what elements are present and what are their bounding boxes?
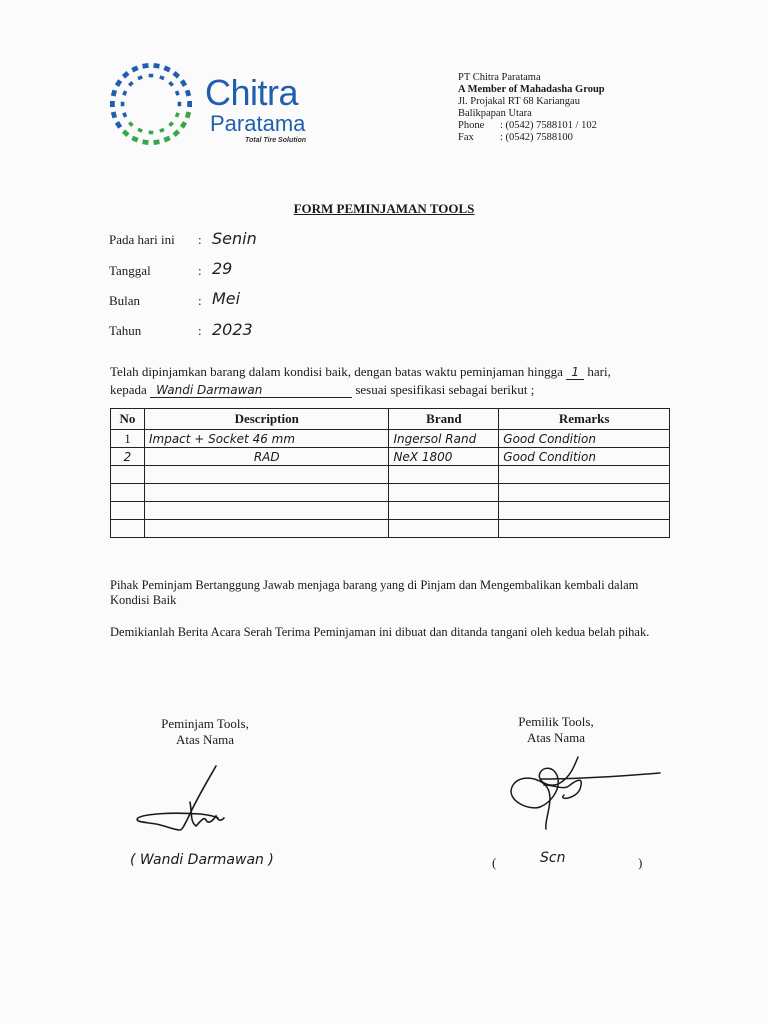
field-colon-day: : [198,232,202,247]
phone-label: Phone [458,120,485,131]
cell-description [144,466,388,484]
field-colon-date: : [198,263,202,278]
company-group: A Member of Mahadasha Group [458,84,605,95]
field-label-month: Bulan [109,293,141,308]
field-label-year: Tahun [109,323,142,338]
statement-closing: Demikianlah Berita Acara Serah Terima Peminjaman ini dibuat dan ditanda tangani oleh kedua belah pihak. [110,625,650,639]
signature-left-subtitle: Atas Nama [175,732,235,747]
field-value-day: Senin [212,229,257,248]
logo-wordmark-chitra: Chitra [205,72,299,113]
company-name: PT Chitra Paratama [458,72,541,83]
table-header-row [111,409,670,430]
cell-remarks [499,484,670,502]
borrower-signature-icon [130,760,240,840]
cell-brand [389,520,499,538]
field-value-year: 2023 [212,320,253,339]
cell-description: RAD [144,448,388,466]
logo-wordmark-paratama: Paratama [210,111,306,136]
owner-printed-name: Scn [540,850,566,866]
borrower-name-value: Wandi Darmawan [150,383,352,398]
field-label-date: Tanggal [109,263,151,278]
field-label-day: Pada hari ini [109,232,175,247]
table-row [111,430,670,448]
cell-brand [389,484,499,502]
cell-remarks [499,520,670,538]
col-header-description: Description [144,409,388,430]
intro-line1 [110,364,611,380]
field-value-date: 29 [212,259,233,278]
company-address-line2: Balikpapan Utara [458,108,532,119]
signature-right-block [506,714,606,746]
cell-remarks [499,466,670,484]
tools-table [110,408,670,538]
signature-right-subtitle: Atas Nama [526,730,586,745]
field-colon-year: : [198,323,202,338]
cell-description [144,484,388,502]
col-header-remarks: Remarks [499,409,670,430]
table-row [111,484,670,502]
cell-no: 2 [111,448,145,466]
cell-remarks [499,502,670,520]
cell-no: 1 [111,430,145,448]
statement-responsibility: Pihak Peminjam Bertanggung Jawab menjaga barang yang di Pinjam dan Mengembalikan kembali dalam Kondisi Baik [110,578,639,607]
fax-label: Fax [458,132,474,143]
company-fax [458,132,605,144]
intro-text-part1: Telah dipinjamkan barang dalam kondisi baik, dengan batas waktu peminjaman hingga [110,364,563,379]
table-row [111,520,670,538]
form-title: FORM PEMINJAMAN TOOLS [293,201,475,216]
intro-line2 [110,382,534,398]
owner-signature-icon [500,755,670,835]
field-colon-month: : [198,293,202,308]
cell-no [111,466,145,484]
table-row [111,466,670,484]
company-logo-icon [106,62,196,146]
kepada-label: kepada [110,382,147,397]
company-phone [458,120,605,132]
cell-description [144,502,388,520]
table-row [111,502,670,520]
cell-brand [389,502,499,520]
signature-left-title: Peminjam Tools, [161,716,249,731]
company-address-block [458,72,605,144]
fax-value: : (0542) 7588100 [500,132,573,143]
cell-brand [389,466,499,484]
col-header-brand: Brand [389,409,499,430]
cell-no [111,520,145,538]
cell-brand: NeX 1800 [389,448,499,466]
signature-right-title: Pemilik Tools, [518,714,594,729]
cell-description: Impact + Socket 46 mm [144,430,388,448]
phone-value: : (0542) 7588101 / 102 [500,120,597,131]
table-row [111,448,670,466]
cell-brand: Ingersol Rand [389,430,499,448]
col-header-no: No [111,409,145,430]
cell-remarks: Good Condition [499,448,670,466]
field-value-month: Mei [212,289,241,308]
cell-description [144,520,388,538]
loan-days-value: 1 [566,365,584,380]
borrower-printed-name: ( Wandi Darmawan ) [130,852,274,868]
owner-name-close-paren: ) [638,855,643,870]
signature-left-block [150,716,260,748]
cell-no [111,484,145,502]
company-address-line1: Jl. Projakal RT 68 Kariangau [458,96,580,107]
intro-text-part3: sesuai spesifikasi sebagai berikut ; [355,382,535,397]
owner-name-open-paren: ( [492,855,497,870]
cell-no [111,502,145,520]
cell-remarks: Good Condition [499,430,670,448]
logo-tagline: Total Tire Solution [245,137,307,144]
intro-text-part2: hari, [587,364,611,379]
